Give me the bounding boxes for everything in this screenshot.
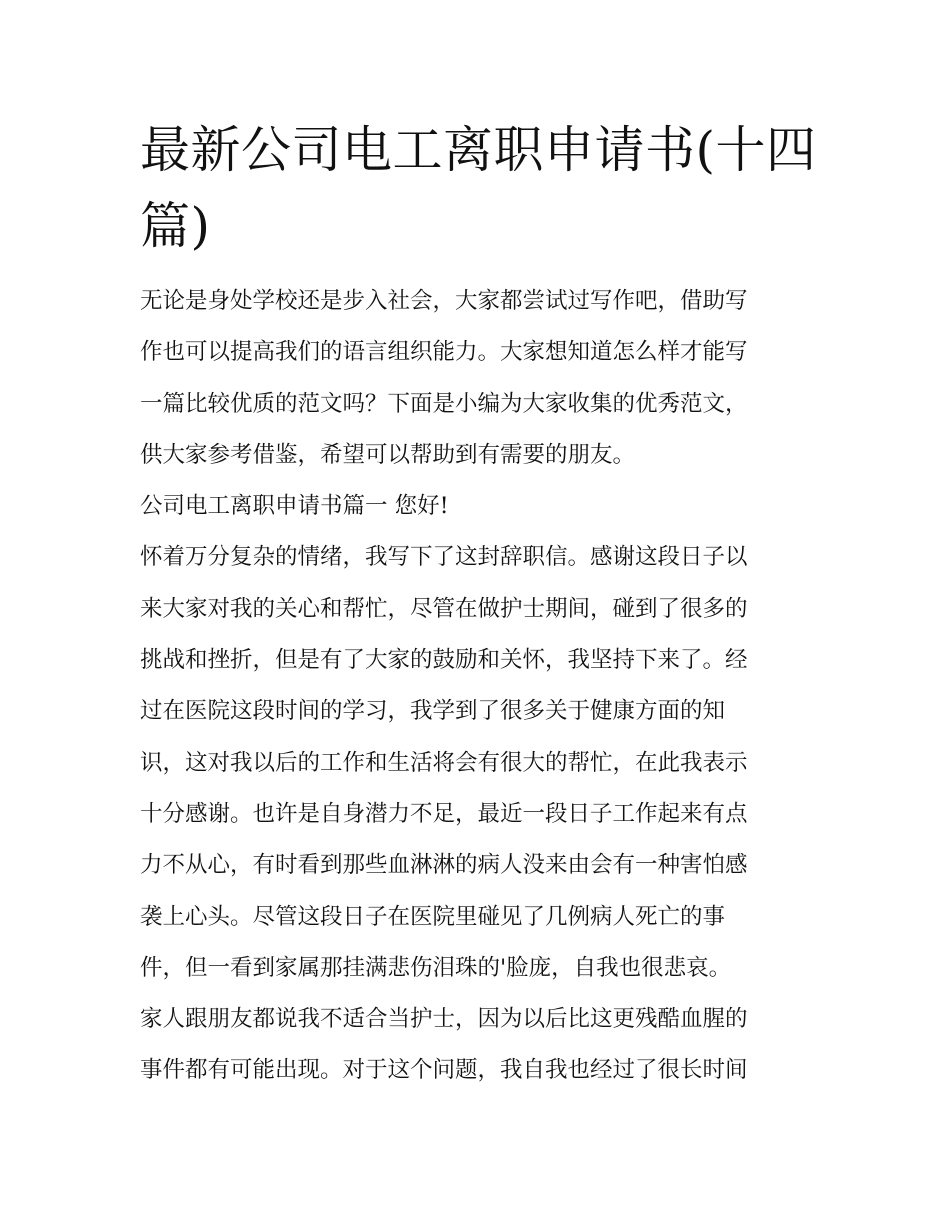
- body-line-5: 识，这对我以后的工作和生活将会有很大的帮忙，在此我表示: [140, 749, 748, 776]
- body-line-9: 件，但一看到家属那挂满悲伤泪珠的'脸庞，自我也很悲哀。: [140, 954, 732, 981]
- body-line-1: 怀着万分复杂的情绪，我写下了这封辞职信。感谢这段日子以: [140, 544, 748, 571]
- body-line-intro-1: 无论是身处学校还是步入社会，大家都尝试过写作吧，借助写: [140, 288, 748, 314]
- document-body: [140, 276, 820, 1097]
- body-line-intro-3: 一篇比较优质的范文吗？下面是小编为大家收集的优秀范文，: [140, 390, 748, 417]
- body-line-2: 来大家对我的关心和帮忙，尽管在做护士期间，碰到了很多的: [140, 595, 748, 622]
- body-line-intro-4: 供大家参考借鉴，希望可以帮助到有需要的朋友。: [140, 441, 636, 468]
- body-line-intro-2: 作也可以提高我们的语言组织能力。大家想知道怎么样才能写: [140, 339, 748, 366]
- body-line-6: 十分感谢。也许是自身潜力不足，最近一段日子工作起来有点: [140, 800, 748, 827]
- title-line-1: 最新公司电工离职申请书(十四: [140, 121, 817, 179]
- body-line-7: 力不从心，有时看到那些血淋淋的病人没来由会有一种害怕感: [140, 852, 748, 879]
- document-title: [140, 112, 830, 264]
- title-line-2: 篇): [140, 197, 211, 255]
- body-line-11: 事件都有可能出现。对于这个问题，我自我也经过了很长时间: [140, 1057, 748, 1084]
- body-line-4: 过在医院这段时间的学习，我学到了很多关于健康方面的知: [140, 698, 726, 725]
- body-line-3: 挑战和挫折，但是有了大家的鼓励和关怀，我坚持下来了。经: [140, 647, 748, 674]
- body-line-10: 家人跟朋友都说我不适合当护士，因为以后比这更残酷血腥的: [140, 1006, 748, 1033]
- section-heading-1: 公司电工离职申请书篇一 您好!: [140, 493, 449, 520]
- body-line-8: 袭上心头。尽管这段日子在医院里碰见了几例病人死亡的事: [140, 903, 726, 930]
